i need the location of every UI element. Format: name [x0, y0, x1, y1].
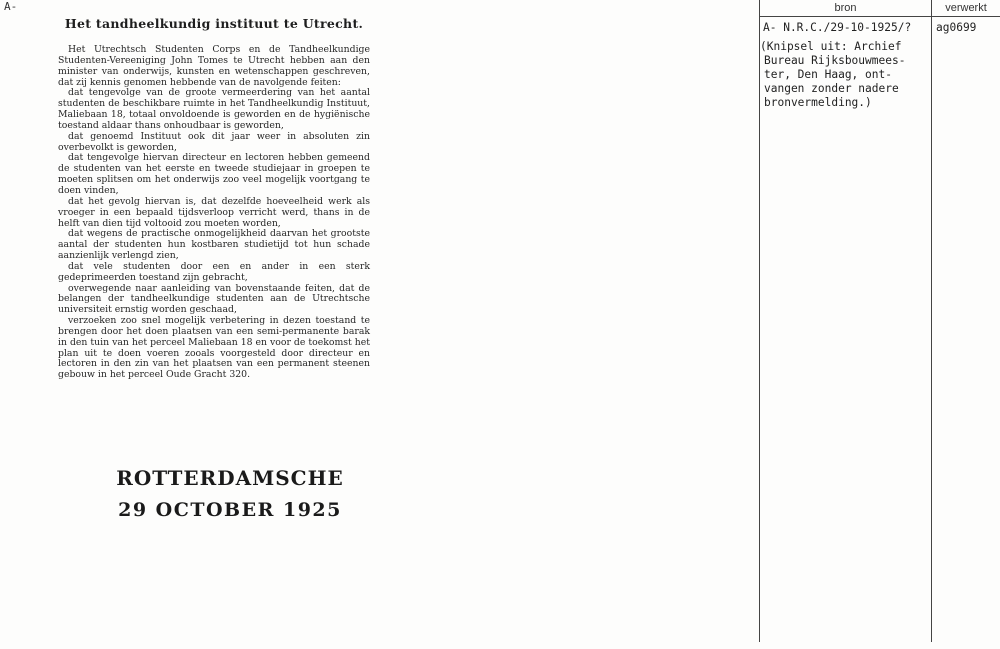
newspaper-masthead [90, 466, 370, 522]
source-note-line: Bureau Rijksbouwmees- [764, 53, 906, 67]
source-note-line: ter, Den Haag, ont- [764, 67, 892, 81]
corner-mark: A- [4, 0, 18, 13]
record-id: ag0699 [936, 21, 977, 34]
newspaper-clipping [58, 10, 370, 381]
source-note-line: (Knipsel uit: Archief [760, 40, 902, 53]
article-paragraph: Het Utrechtsch Studenten Corps en de Tandheelkundige Studenten-Vereeniging John Tomes te Utrecht hebben aan den minister van onderwijs, kunsten en wetenschappen geschreven, dat zij kennis genomen hebbende van de navolgende feiten: [58, 44, 370, 88]
article-paragraph: overwegende naar aanleiding van bovenstaande feiten, dat de belangen der tandheelkundige studenten aan de Utrechtsche universiteit ernstig worden geschaad, [58, 282, 370, 316]
form-column-divider [931, 0, 932, 642]
article-body [58, 45, 370, 381]
article-paragraph: dat genoemd Instituut ook dit jaar weer in absoluten zin overbevolkt is geworden, [58, 130, 370, 153]
article-paragraph: verzoeken zoo snel mogelijk verbetering in dezen toestand te brengen door het doen plaatsen van een semi-permanente barak in den tuin van het perceel Maliebaan 18 en voor de toekomst het plan uit te doen voeren zooals voorgesteld door directeur en lectoren in den zin van het plaatsen van een permanent steenen gebouw in het perceel Oude Gracht 320. [58, 315, 370, 381]
source-note-line: bronvermelding.) [764, 95, 872, 109]
form-header-rule [759, 16, 1000, 17]
column-header-bron: bron [834, 2, 857, 14]
article-headline: Het tandheelkundig instituut te Utrecht. [64, 16, 364, 31]
article-paragraph: dat tengevolge hiervan directeur en lectoren hebben gemeend de studenten van het eerste en tweede studiejaar in groepen te moeten splitsen om het onderwijs zoo veel mogelijk voortgang te doen vinden, [58, 152, 370, 196]
article-paragraph: dat wegens de practische onmogelijkheid daarvan het grootste aantal der studenten hun kostbaren studietijd tot hun schade aanzienlijk verlengd zien, [58, 228, 370, 262]
article-paragraph: dat tengevolge van de groote vermeerdering van het aantal studenten de beschikbare ruimte in het Tandheelkundig Instituut, Maliebaan 18, totaal onvoldoende is geworden en de hygiënische toestand aldaar thans onhoudbaar is geworden, [58, 87, 370, 131]
masthead-paper-name: ROTTERDAMSCHE [116, 466, 344, 490]
column-header-verwerkt: verwerkt [945, 2, 987, 14]
source-code: A- N.R.C./29-10-1925/? [763, 21, 912, 34]
article-paragraph: dat vele studenten door een en ander in een sterk gedeprimeerden toestand zijn gebracht, [58, 260, 370, 283]
source-note [760, 40, 906, 110]
source-note-line: vangen zonder nadere [764, 81, 899, 95]
article-paragraph: dat het gevolg hiervan is, dat dezelfde hoeveelheid werk als vroeger in een bepaald tijdsverloop verricht werd, thans in de helft van dien tijd voltooid zou moeten worden, [58, 195, 370, 229]
masthead-date: 29 OCTOBER 1925 [118, 499, 342, 521]
